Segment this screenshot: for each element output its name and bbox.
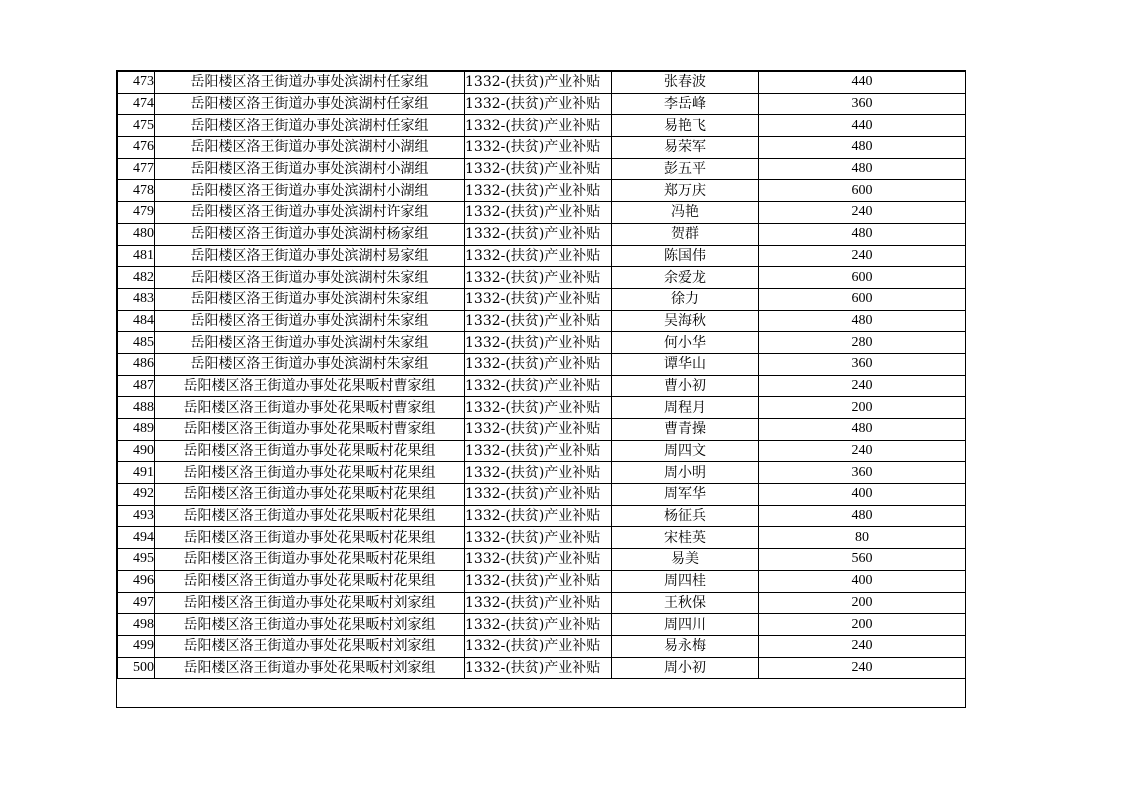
subsidy-type-cell: 1332-(扶贫)产业补贴 <box>465 93 612 115</box>
table-row <box>118 288 966 310</box>
subsidy-type-cell: 1332-(扶贫)产业补贴 <box>465 310 612 332</box>
amount-cell: 600 <box>759 288 966 310</box>
amount-cell: 360 <box>759 353 966 375</box>
address-cell: 岳阳楼区洛王街道办事处花果畈村花果组 <box>155 440 465 462</box>
subsidy-type-cell: 1332-(扶贫)产业补贴 <box>465 635 612 657</box>
subsidy-type-cell: 1332-(扶贫)产业补贴 <box>465 288 612 310</box>
recipient-name-cell: 周四桂 <box>612 570 759 592</box>
address-cell: 岳阳楼区洛王街道办事处滨湖村任家组 <box>155 93 465 115</box>
amount-cell: 200 <box>759 397 966 419</box>
address-cell: 岳阳楼区洛王街道办事处滨湖村许家组 <box>155 202 465 224</box>
row-number: 477 <box>118 158 155 180</box>
address-cell: 岳阳楼区洛王街道办事处滨湖村任家组 <box>155 115 465 137</box>
table-row <box>118 505 966 527</box>
recipient-name-cell: 贺群 <box>612 223 759 245</box>
address-cell: 岳阳楼区洛王街道办事处滨湖村任家组 <box>155 72 465 94</box>
row-number: 480 <box>118 223 155 245</box>
subsidy-type-cell: 1332-(扶贫)产业补贴 <box>465 462 612 484</box>
row-number: 482 <box>118 267 155 289</box>
address-cell: 岳阳楼区洛王街道办事处花果畈村曹家组 <box>155 397 465 419</box>
recipient-name-cell: 曹青操 <box>612 419 759 441</box>
address-cell: 岳阳楼区洛王街道办事处花果畈村曹家组 <box>155 419 465 441</box>
address-cell: 岳阳楼区洛王街道办事处滨湖村朱家组 <box>155 310 465 332</box>
subsidy-type-cell: 1332-(扶贫)产业补贴 <box>465 419 612 441</box>
subsidy-type-cell: 1332-(扶贫)产业补贴 <box>465 137 612 159</box>
recipient-name-cell: 周四川 <box>612 614 759 636</box>
row-number: 486 <box>118 353 155 375</box>
address-cell: 岳阳楼区洛王街道办事处滨湖村杨家组 <box>155 223 465 245</box>
table-row <box>118 440 966 462</box>
address-cell: 岳阳楼区洛王街道办事处滨湖村朱家组 <box>155 353 465 375</box>
amount-cell: 200 <box>759 614 966 636</box>
address-cell: 岳阳楼区洛王街道办事处花果畈村刘家组 <box>155 592 465 614</box>
recipient-name-cell: 易荣军 <box>612 137 759 159</box>
recipient-name-cell: 杨征兵 <box>612 505 759 527</box>
subsidy-type-cell: 1332-(扶贫)产业补贴 <box>465 440 612 462</box>
row-number: 493 <box>118 505 155 527</box>
row-number: 492 <box>118 484 155 506</box>
address-cell: 岳阳楼区洛王街道办事处花果畈村花果组 <box>155 527 465 549</box>
amount-cell: 480 <box>759 137 966 159</box>
address-cell: 岳阳楼区洛王街道办事处滨湖村小湖组 <box>155 137 465 159</box>
row-number: 473 <box>118 72 155 94</box>
subsidy-type-cell: 1332-(扶贫)产业补贴 <box>465 505 612 527</box>
row-number: 497 <box>118 592 155 614</box>
amount-cell: 400 <box>759 570 966 592</box>
amount-cell: 480 <box>759 505 966 527</box>
recipient-name-cell: 周军华 <box>612 484 759 506</box>
amount-cell: 600 <box>759 267 966 289</box>
recipient-name-cell: 谭华山 <box>612 353 759 375</box>
amount-cell: 360 <box>759 93 966 115</box>
table-row <box>118 115 966 137</box>
table-row <box>118 635 966 657</box>
amount-cell: 480 <box>759 158 966 180</box>
address-cell: 岳阳楼区洛王街道办事处花果畈村花果组 <box>155 505 465 527</box>
recipient-name-cell: 冯艳 <box>612 202 759 224</box>
row-number: 499 <box>118 635 155 657</box>
table-body <box>118 72 966 679</box>
table-row <box>118 223 966 245</box>
row-number: 490 <box>118 440 155 462</box>
row-number: 487 <box>118 375 155 397</box>
table-row <box>118 527 966 549</box>
address-cell: 岳阳楼区洛王街道办事处花果畈村刘家组 <box>155 635 465 657</box>
subsidy-type-cell: 1332-(扶贫)产业补贴 <box>465 245 612 267</box>
row-number: 475 <box>118 115 155 137</box>
amount-cell: 480 <box>759 310 966 332</box>
table-row <box>118 137 966 159</box>
address-cell: 岳阳楼区洛王街道办事处滨湖村朱家组 <box>155 267 465 289</box>
table-row <box>118 397 966 419</box>
recipient-name-cell: 徐力 <box>612 288 759 310</box>
subsidy-type-cell: 1332-(扶贫)产业补贴 <box>465 72 612 94</box>
table-row <box>118 375 966 397</box>
amount-cell: 240 <box>759 202 966 224</box>
amount-cell: 280 <box>759 332 966 354</box>
row-number: 478 <box>118 180 155 202</box>
row-number: 496 <box>118 570 155 592</box>
row-number: 491 <box>118 462 155 484</box>
address-cell: 岳阳楼区洛王街道办事处滨湖村朱家组 <box>155 332 465 354</box>
subsidy-type-cell: 1332-(扶贫)产业补贴 <box>465 180 612 202</box>
row-number: 485 <box>118 332 155 354</box>
subsidy-type-cell: 1332-(扶贫)产业补贴 <box>465 570 612 592</box>
row-number: 484 <box>118 310 155 332</box>
row-number: 500 <box>118 657 155 679</box>
table-row <box>118 614 966 636</box>
row-number: 479 <box>118 202 155 224</box>
subsidy-type-cell: 1332-(扶贫)产业补贴 <box>465 397 612 419</box>
table-row <box>118 353 966 375</box>
amount-cell: 600 <box>759 180 966 202</box>
amount-cell: 200 <box>759 592 966 614</box>
subsidy-type-cell: 1332-(扶贫)产业补贴 <box>465 267 612 289</box>
address-cell: 岳阳楼区洛王街道办事处滨湖村小湖组 <box>155 158 465 180</box>
row-number: 474 <box>118 93 155 115</box>
recipient-name-cell: 周四文 <box>612 440 759 462</box>
amount-cell: 480 <box>759 419 966 441</box>
recipient-name-cell: 宋桂英 <box>612 527 759 549</box>
recipient-name-cell: 曹小初 <box>612 375 759 397</box>
amount-cell: 240 <box>759 440 966 462</box>
table-row <box>118 419 966 441</box>
table-row <box>118 202 966 224</box>
recipient-name-cell: 张春波 <box>612 72 759 94</box>
amount-cell: 360 <box>759 462 966 484</box>
table-row <box>118 484 966 506</box>
table-row <box>118 657 966 679</box>
recipient-name-cell: 郑万庆 <box>612 180 759 202</box>
table-row <box>118 462 966 484</box>
table-row <box>118 245 966 267</box>
subsidy-type-cell: 1332-(扶贫)产业补贴 <box>465 549 612 571</box>
table-row <box>118 158 966 180</box>
row-number: 483 <box>118 288 155 310</box>
table-row <box>118 332 966 354</box>
amount-cell: 480 <box>759 223 966 245</box>
recipient-name-cell: 何小华 <box>612 332 759 354</box>
table-row <box>118 310 966 332</box>
subsidy-type-cell: 1332-(扶贫)产业补贴 <box>465 657 612 679</box>
address-cell: 岳阳楼区洛王街道办事处花果畈村花果组 <box>155 549 465 571</box>
recipient-name-cell: 周小初 <box>612 657 759 679</box>
subsidy-table <box>117 71 966 679</box>
address-cell: 岳阳楼区洛王街道办事处花果畈村花果组 <box>155 462 465 484</box>
recipient-name-cell: 易美 <box>612 549 759 571</box>
recipient-name-cell: 周程月 <box>612 397 759 419</box>
amount-cell: 400 <box>759 484 966 506</box>
subsidy-type-cell: 1332-(扶贫)产业补贴 <box>465 527 612 549</box>
subsidy-type-cell: 1332-(扶贫)产业补贴 <box>465 158 612 180</box>
subsidy-type-cell: 1332-(扶贫)产业补贴 <box>465 592 612 614</box>
recipient-name-cell: 李岳峰 <box>612 93 759 115</box>
recipient-name-cell: 易永梅 <box>612 635 759 657</box>
table-row <box>118 592 966 614</box>
table-row <box>118 267 966 289</box>
address-cell: 岳阳楼区洛王街道办事处花果畈村刘家组 <box>155 657 465 679</box>
table-row <box>118 549 966 571</box>
table-row <box>118 93 966 115</box>
amount-cell: 240 <box>759 657 966 679</box>
row-number: 481 <box>118 245 155 267</box>
subsidy-type-cell: 1332-(扶贫)产业补贴 <box>465 375 612 397</box>
subsidy-type-cell: 1332-(扶贫)产业补贴 <box>465 202 612 224</box>
row-number: 489 <box>118 419 155 441</box>
row-number: 494 <box>118 527 155 549</box>
amount-cell: 80 <box>759 527 966 549</box>
recipient-name-cell: 彭五平 <box>612 158 759 180</box>
address-cell: 岳阳楼区洛王街道办事处滨湖村朱家组 <box>155 288 465 310</box>
row-number: 476 <box>118 137 155 159</box>
subsidy-type-cell: 1332-(扶贫)产业补贴 <box>465 614 612 636</box>
address-cell: 岳阳楼区洛王街道办事处滨湖村小湖组 <box>155 180 465 202</box>
amount-cell: 240 <box>759 635 966 657</box>
recipient-name-cell: 吴海秋 <box>612 310 759 332</box>
address-cell: 岳阳楼区洛王街道办事处滨湖村易家组 <box>155 245 465 267</box>
table-row <box>118 180 966 202</box>
recipient-name-cell: 余爱龙 <box>612 267 759 289</box>
row-number: 495 <box>118 549 155 571</box>
subsidy-type-cell: 1332-(扶贫)产业补贴 <box>465 353 612 375</box>
address-cell: 岳阳楼区洛王街道办事处花果畈村花果组 <box>155 570 465 592</box>
row-number: 498 <box>118 614 155 636</box>
subsidy-type-cell: 1332-(扶贫)产业补贴 <box>465 223 612 245</box>
table-row <box>118 570 966 592</box>
amount-cell: 440 <box>759 72 966 94</box>
row-number: 488 <box>118 397 155 419</box>
subsidy-type-cell: 1332-(扶贫)产业补贴 <box>465 484 612 506</box>
address-cell: 岳阳楼区洛王街道办事处花果畈村刘家组 <box>155 614 465 636</box>
subsidy-type-cell: 1332-(扶贫)产业补贴 <box>465 332 612 354</box>
amount-cell: 440 <box>759 115 966 137</box>
recipient-name-cell: 陈国伟 <box>612 245 759 267</box>
amount-cell: 240 <box>759 375 966 397</box>
subsidy-type-cell: 1332-(扶贫)产业补贴 <box>465 115 612 137</box>
recipient-name-cell: 周小明 <box>612 462 759 484</box>
recipient-name-cell: 王秋保 <box>612 592 759 614</box>
recipient-name-cell: 易艳飞 <box>612 115 759 137</box>
amount-cell: 560 <box>759 549 966 571</box>
amount-cell: 240 <box>759 245 966 267</box>
table-row <box>118 72 966 94</box>
address-cell: 岳阳楼区洛王街道办事处花果畈村花果组 <box>155 484 465 506</box>
address-cell: 岳阳楼区洛王街道办事处花果畈村曹家组 <box>155 375 465 397</box>
